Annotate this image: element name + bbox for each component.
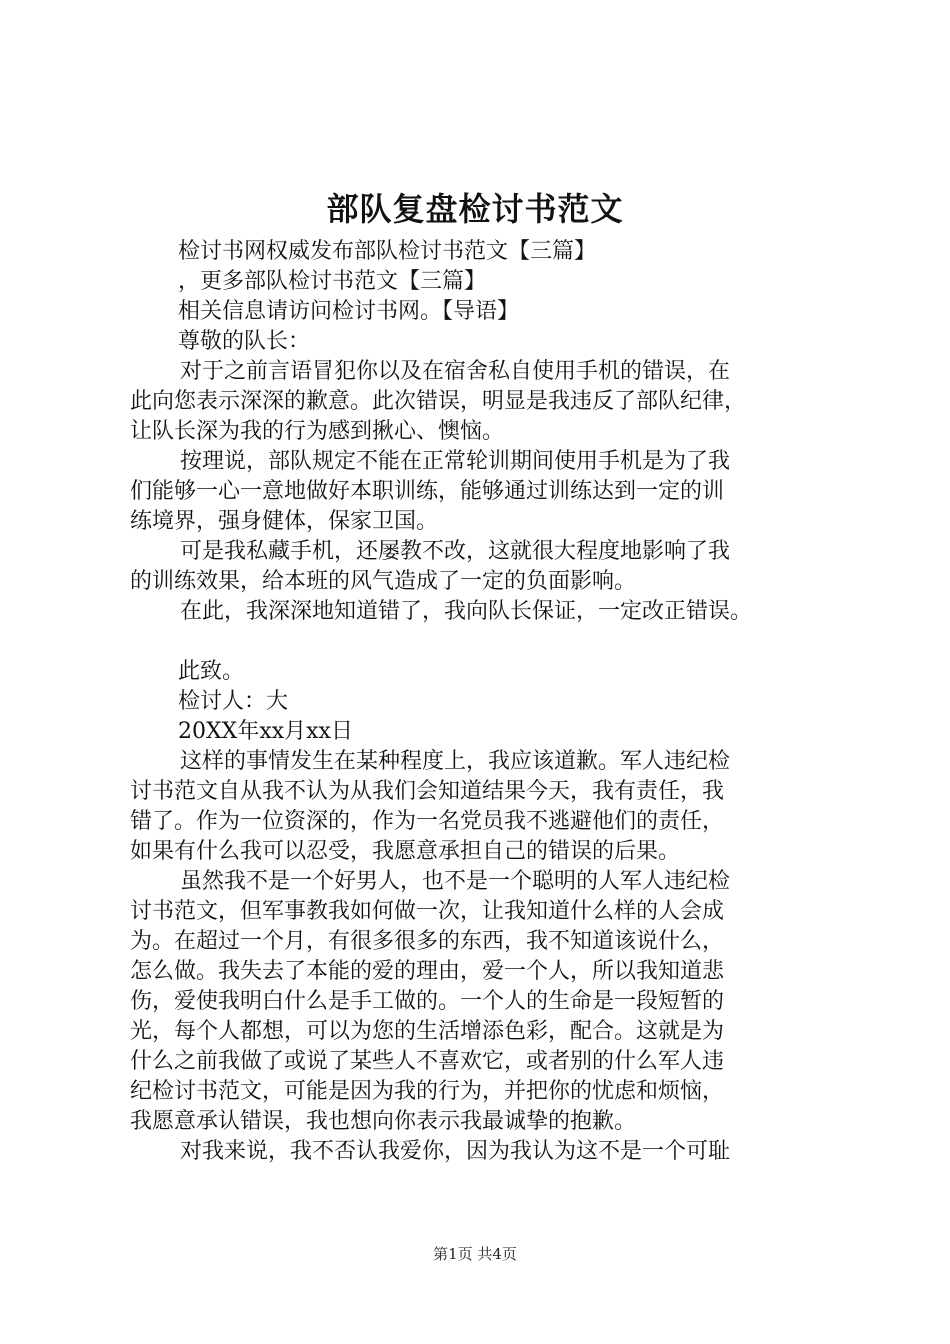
paragraph: 在此，我深深地知道错了，我向队长保证，一定改正错误。 [180, 599, 753, 624]
salutation: 尊敬的队长： [178, 329, 311, 354]
document-title: 部队复盘检讨书范文 [326, 190, 624, 228]
blank-line [130, 627, 850, 657]
paragraph: 虽然我不是一个好男人，也不是一个聪明的人军人违纪检 讨书范文，但军事教我如何做一次，让我知道什么样的人会成 为。在超过一个月，有很多很多的东西，我不知道该说什么， 怎么做。我失去了本能的爱的理由，爱一个人，所以我知道悲 伤，爱使我明白什么是手工做的。一个人的生命是一段短暂的 光，每个人都想，可以为您的生活增添色彩，配合。这就是为 什么之前我做了或说了某些人不喜欢它，或者别的什么军人违 纪检讨书范文，可能是因为我的行为，并把你的忧虑和烦恼， 我愿意承认错误，我也想向你表示我最诚挚的抱歉。 [130, 869, 731, 1134]
intro-line: ，更多部队检讨书范文【三篇】 [178, 269, 487, 294]
closing: 此致。 [178, 659, 245, 684]
paragraph: 这样的事情发生在某种程度上，我应该道歉。军人违纪检 讨书范文自从我不认为从我们会知道结果今天，我有责任，我 错了。作为一位资深的，作为一名党员我不逃避他们的责任， 如果有什么我可以忍受，我愿意承担自己的错误的后果。 [130, 749, 731, 864]
signer: 检讨人：大 [178, 689, 289, 714]
intro-line: 相关信息请访问检讨书网。【导语】 [178, 299, 520, 324]
paragraph: 对于之前言语冒犯你以及在宿舍私自使用手机的错误，在 此向您表示深深的歉意。此次错误，明显是我违反了部队纪律， 让队长深为我的行为感到揪心、懊恼。 [130, 359, 747, 444]
paragraph: 按理说，部队规定不能在正常轮训期间使用手机是为了我 们能够一心一意地做好本职训练，能够通过训练达到一定的训 练境界，强身健体，保家卫国。 [130, 449, 731, 534]
paragraph: 对我来说，我不否认我爱你，因为我认为这不是一个可耻 [180, 1139, 731, 1164]
page-footer: 第1页 共4页 [433, 1245, 517, 1263]
document-body [130, 237, 850, 1167]
intro-line: 检讨书网权威发布部队检讨书范文【三篇】 [178, 239, 597, 264]
date: 20XX年xx月xx日 [178, 719, 353, 744]
paragraph: 可是我私藏手机，还屡教不改，这就很大程度地影响了我 的训练效果，给本班的风气造成了一定的负面影响。 [130, 539, 731, 594]
